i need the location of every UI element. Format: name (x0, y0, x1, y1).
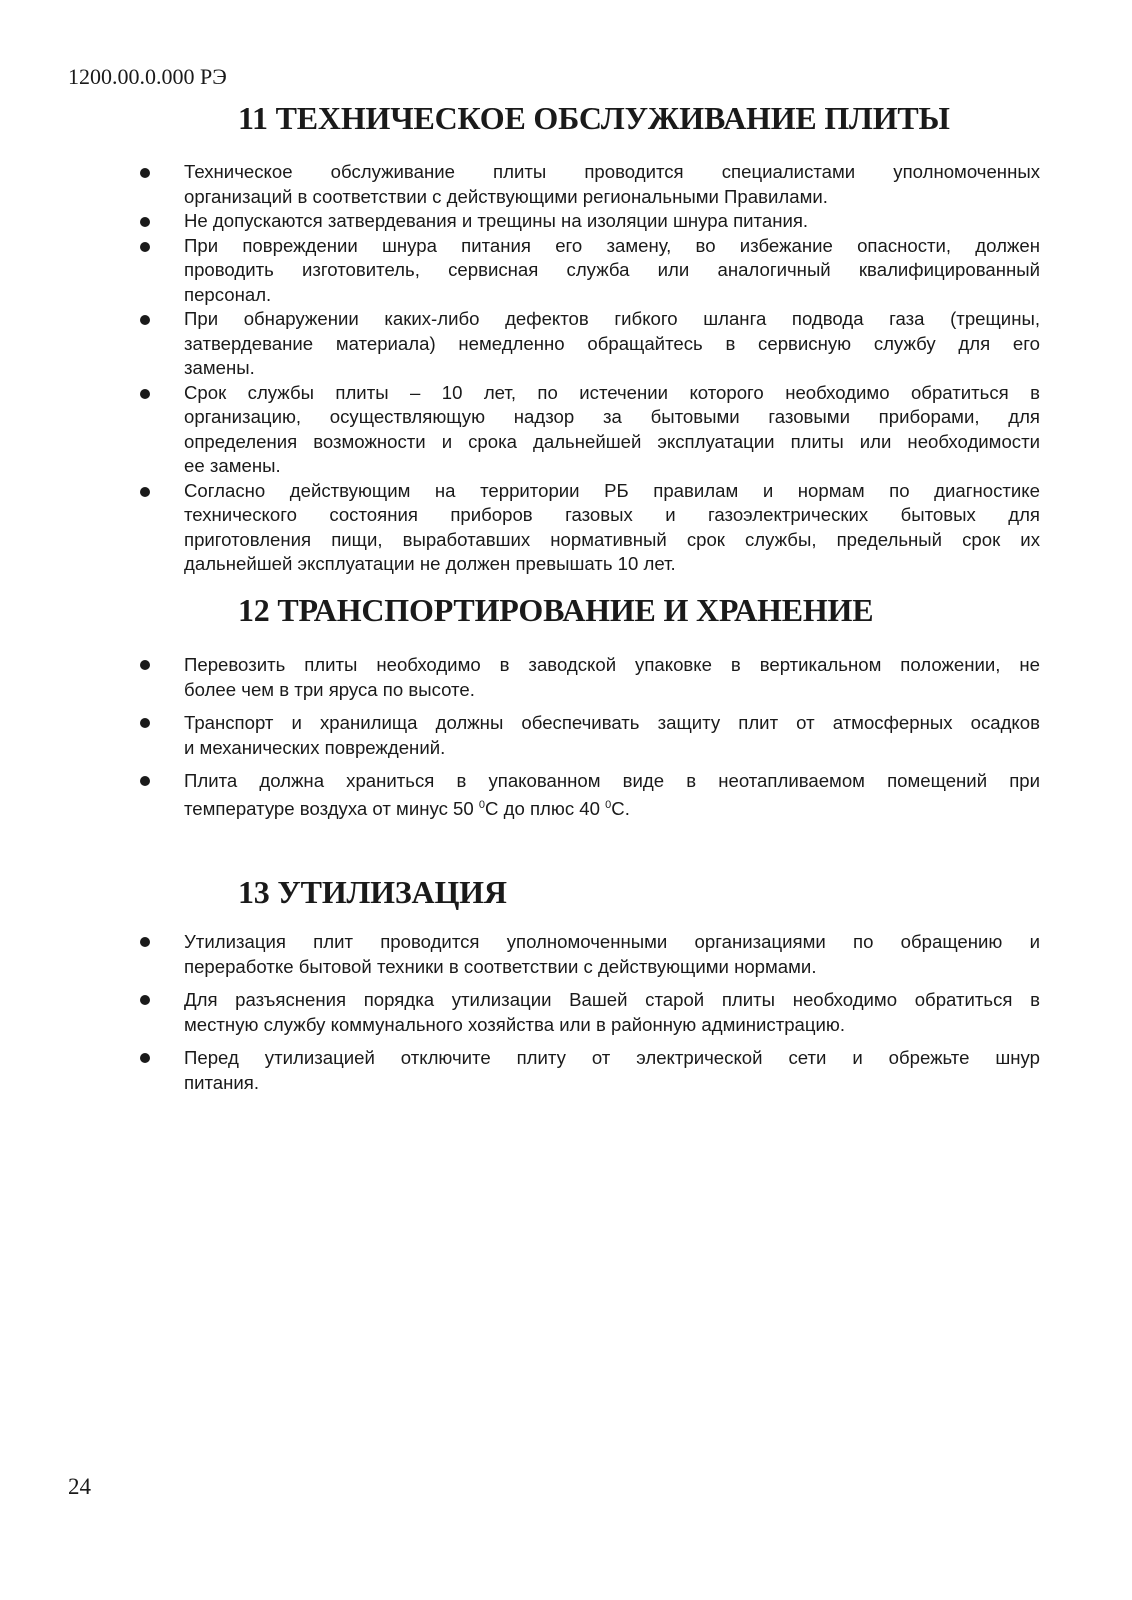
bullet-icon (140, 217, 150, 227)
temperature-line (184, 793, 1040, 821)
list-item (140, 381, 1040, 479)
text-line: организаций в соответствии с действующими региональными Правилами. (184, 185, 828, 207)
text-line: технического состояния приборов газовых и газоэлектрических бытовых для (184, 504, 1040, 525)
list-item (140, 652, 1040, 702)
text-line: замены. (184, 357, 255, 378)
bullet-icon (140, 937, 150, 947)
bullet-icon (140, 168, 150, 178)
list-item (140, 479, 1040, 577)
text-line: Перед утилизацией отключите плиту от электрической сети и обрежьте шнур (184, 1047, 1040, 1068)
text-line: Плита должна храниться в упакованном виде в неотапливаемом помещений при (184, 770, 1040, 791)
text-fragment: С. (611, 798, 630, 819)
text-line: Для разъяснения порядка утилизации Вашей старой плиты необходимо обратиться в (184, 989, 1040, 1010)
list-item (140, 1045, 1040, 1095)
bullet-icon (140, 776, 150, 786)
text-line: дальнейшей эксплуатации не должен превышать 10 лет. (184, 553, 676, 574)
degree-mark: 0 (478, 799, 486, 811)
text-line: Срок службы плиты – 10 лет, по истечении которого необходимо обратиться в (184, 381, 1040, 403)
bullet-icon (140, 315, 150, 325)
section-12-list (140, 652, 1040, 829)
text-line: переработке бытовой техники в соответствии с действующими нормами. (184, 956, 817, 977)
text-line: и механических повреждений. (184, 737, 446, 758)
list-item (140, 209, 1040, 234)
degree-mark: 0 (605, 799, 612, 811)
text-line: Утилизация плит проводится уполномоченными организациями по обращению и (184, 931, 1040, 952)
text-line: приготовления пищи, выработавших нормативный срок службы, предельный срок их (184, 528, 1040, 550)
text-line: местную службу коммунального хозяйства или в районную администрацию. (184, 1014, 846, 1035)
list-item (140, 160, 1040, 209)
list-item (140, 768, 1040, 821)
list-item (140, 710, 1040, 760)
list-item (140, 987, 1040, 1037)
list-item (140, 307, 1040, 381)
section-13-list (140, 929, 1040, 1103)
text-fragment: температуре воздуха от минус 50 (184, 798, 479, 819)
section-13-title: 13 УТИЛИЗАЦИЯ (238, 874, 507, 910)
document-code: 1200.00.0.000 РЭ (68, 64, 227, 89)
text-line: Перевозить плиты необходимо в заводской упаковке в вертикальном положении, не (184, 654, 1040, 675)
text-line: определения возможности и срока дальнейшей эксплуатации плиты или необходимости (184, 430, 1040, 452)
text-line: Транспорт и хранилища должны обеспечивать защиту плит от атмосферных осадков (184, 712, 1040, 733)
text-line: Согласно действующим на территории РБ правилам и нормам по диагностике (184, 479, 1040, 501)
text-line: организацию, осуществляющую надзор за бытовыми газовыми приборами, для (184, 406, 1040, 427)
text-line: При обнаружении каких-либо дефектов гибкого шланга подвода газа (трещины, (184, 308, 1040, 329)
text-line: проводить изготовитель, сервисная служба или аналогичный квалифицированный (184, 259, 1040, 280)
text-fragment: С до плюс 40 (485, 798, 606, 819)
bullet-icon (140, 242, 150, 252)
list-item (140, 929, 1040, 979)
list-item (140, 234, 1040, 308)
bullet-icon (140, 389, 150, 399)
text-line: ее замены. (184, 455, 281, 476)
section-11-title: 11 ТЕХНИЧЕСКОЕ ОБСЛУЖИВАНИЕ ПЛИТЫ (238, 100, 950, 136)
bullet-icon (140, 718, 150, 728)
text-line: более чем в три яруса по высоте. (184, 679, 475, 700)
section-12-title: 12 ТРАНСПОРТИРОВАНИЕ И ХРАНЕНИЕ (238, 592, 874, 628)
section-11-list (140, 160, 1040, 577)
bullet-icon (140, 1053, 150, 1063)
bullet-icon (140, 660, 150, 670)
text-line: При повреждении шнура питания его замену, во избежание опасности, должен (184, 234, 1040, 256)
text-line: затвердевание материала) немедленно обращайтесь в сервисную службу для его (184, 332, 1040, 354)
bullet-icon (140, 995, 150, 1005)
text-line: Техническое обслуживание плиты проводится специалистами уполномоченных (184, 161, 1040, 182)
text-line: персонал. (184, 283, 272, 305)
bullet-icon (140, 487, 150, 497)
text-line: Не допускаются затвердевания и трещины на изоляции шнура питания. (184, 210, 809, 231)
text-line: питания. (184, 1072, 259, 1093)
page-number: 24 (68, 1474, 91, 1499)
